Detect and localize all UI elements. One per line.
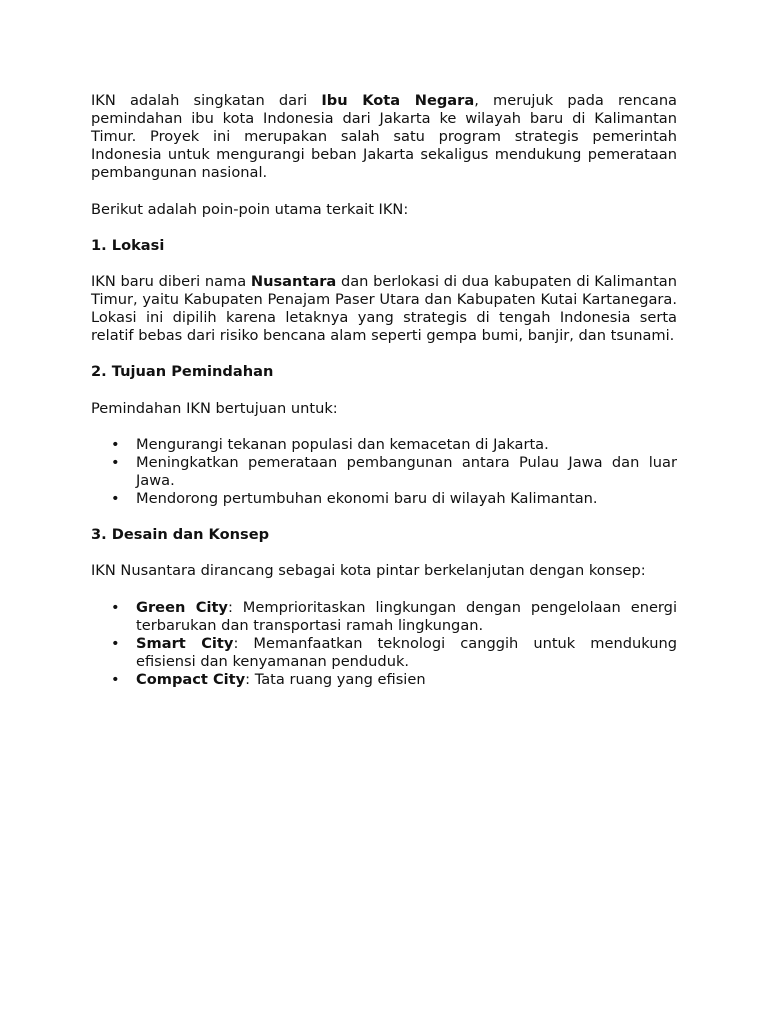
list-item-text: Meningkatkan pemerataan pembangunan antara Pulau Jawa dan luar Jawa. [136, 453, 677, 489]
heading-lokasi: 1. Lokasi [91, 236, 165, 254]
concept-term: Compact City [136, 671, 246, 688]
paragraph-lokasi [91, 273, 677, 345]
concept-description: : Tata ruang yang efisien [245, 671, 426, 688]
bullet-icon: • [111, 453, 120, 471]
bullet-icon: • [111, 598, 120, 616]
document-body [91, 92, 677, 707]
heading-tujuan: 2. Tujuan Pemindahan [91, 363, 274, 381]
list-item-text: Mengurangi tekanan populasi dan kemacetan di Jakarta. [136, 435, 549, 453]
list-item [91, 635, 677, 671]
bullet-icon: • [111, 435, 120, 453]
list-item [91, 599, 677, 635]
bullet-icon: • [111, 671, 120, 688]
intro-text-2: , merujuk pada rencana pemindahan ibu kota Indonesia dari Jakarta ke wilayah baru di Kalimantan Timur. Proyek ini merupakan salah satu program strategis pemerintah Indonesia untuk mengurangi beban Jakarta sekaligus mendukung pemerataan pembangunan nasional. [91, 92, 678, 182]
lokasi-text-2: dan berlokasi di dua kabupaten di Kalimantan Timur, yaitu Kabupaten Penajam Paser Utara dan Kabupaten Kutai Kartanegara. Lokasi ini dipilih karena letaknya yang strategis di tengah Indonesia serta relatif bebas dari risiko bencana alam seperti gempa bumi, banjir, dan tsunami. [91, 272, 677, 345]
paragraph-intro [91, 92, 677, 182]
list-item [91, 454, 677, 490]
lokasi-text-1: IKN baru diberi nama [91, 272, 251, 290]
intro-text-1: IKN adalah singkatan dari [91, 92, 322, 109]
concept-description: : Memanfaatkan teknologi canggih untuk mendukung efisiensi dan kenyamanan penduduk. [136, 634, 677, 670]
list-item [91, 436, 677, 454]
list-item-text: Mendorong pertumbuhan ekonomi baru di wilayah Kalimantan. [136, 490, 598, 508]
bullet-icon: • [111, 490, 120, 508]
list-tujuan [91, 436, 677, 508]
bullet-icon: • [111, 634, 120, 652]
list-item [91, 490, 677, 508]
paragraph-lead: Berikut adalah poin-poin utama terkait IKN: [91, 200, 409, 218]
heading-desain: 3. Desain dan Konsep [91, 526, 270, 544]
concept-term: Green City [136, 598, 228, 616]
list-konsep [91, 599, 677, 689]
paragraph-tujuan-intro: Pemindahan IKN bertujuan untuk: [91, 399, 338, 417]
concept-description: : Memprioritaskan lingkungan dengan pengelolaan energi terbarukan dan transportasi ramah lingkungan. [136, 598, 677, 634]
paragraph-desain-intro: IKN Nusantara dirancang sebagai kota pintar berkelanjutan dengan konsep: [91, 562, 646, 580]
intro-bold-term: Ibu Kota Negara [321, 92, 475, 109]
lokasi-bold-term: Nusantara [250, 272, 337, 290]
list-item [91, 671, 677, 689]
concept-term: Smart City [136, 634, 234, 652]
